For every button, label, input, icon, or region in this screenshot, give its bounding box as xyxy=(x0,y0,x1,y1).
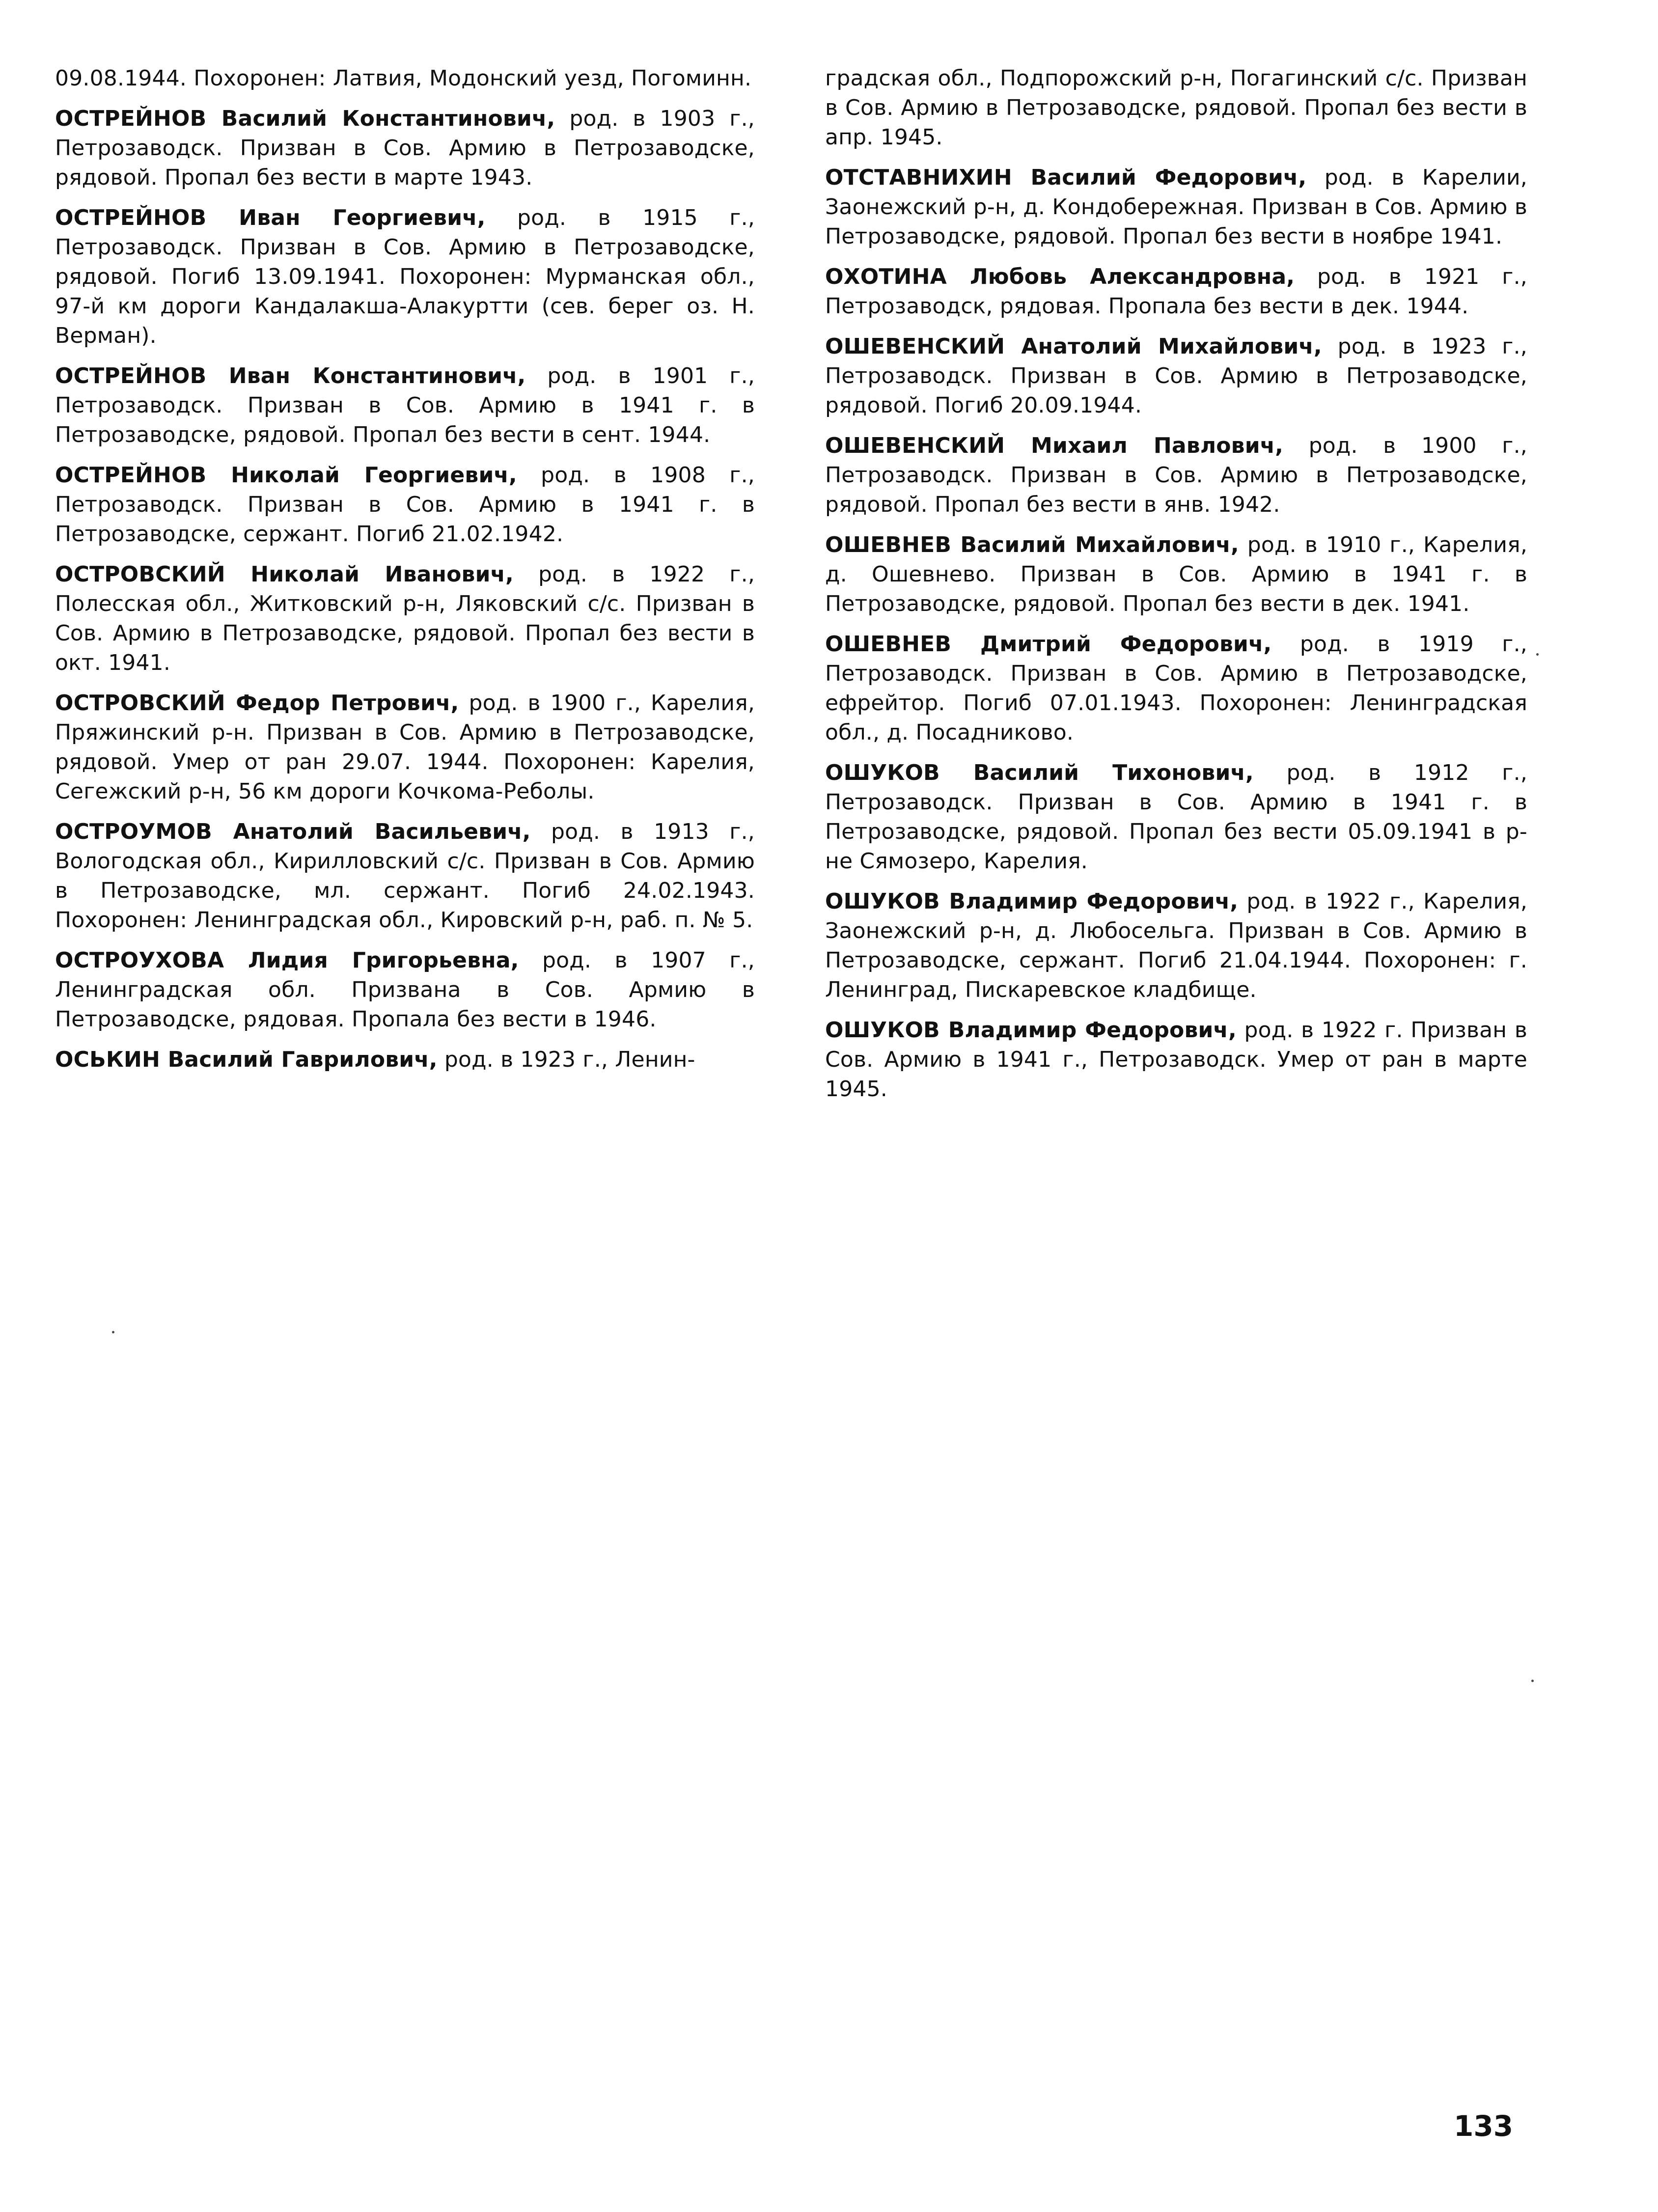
entry xyxy=(55,560,755,678)
right-column xyxy=(825,64,1527,1115)
entry-name: ОСТРОУМОВ Анатолий Васильевич, xyxy=(55,819,531,844)
entry-text: род. в 1922 г., Полесская обл., Житковский р-н, Ляковский с/с. Призван в Сов. Армию в Петрозаводске, рядовой. Пропал без вести в окт. 1941. xyxy=(55,562,755,675)
entry xyxy=(55,689,755,806)
print-speck xyxy=(1531,1680,1534,1682)
entry-name: ОШЕВНЕВ Василий Михайлович, xyxy=(825,532,1239,557)
entry-name: ОСТРОВСКИЙ Федор Петрович, xyxy=(55,691,459,716)
entry xyxy=(825,630,1527,747)
entry-name: ОСТРЕЙНОВ Иван Константинович, xyxy=(55,363,526,388)
entry-name: ОСТРЕЙНОВ Василий Константинович, xyxy=(55,106,555,131)
entry-name: ОШУКОВ Василий Тихонович, xyxy=(825,760,1254,785)
entry xyxy=(55,203,755,351)
entry xyxy=(825,163,1527,251)
entry-text: род. в 1922 г., Карелия, Заонежский р-н, д. Любосельга. Призван в Сов. Армию в Петрозаводске, сержант. Погиб 21.04.1944. Похоронен: г. Ленинград, Пискаревское кладбище. xyxy=(825,889,1527,1002)
entry xyxy=(825,332,1527,420)
entry xyxy=(825,887,1527,1005)
entry-name: ОСТРЕЙНОВ Николай Георгиевич, xyxy=(55,463,517,488)
entry xyxy=(825,530,1527,619)
entry xyxy=(825,431,1527,520)
entry xyxy=(825,1016,1527,1104)
entry-text: род. в Карелии, Заонежский р-н, д. Кондобережная. Призван в Сов. Армию в Петрозаводске, рядовой. Пропал без вести в ноябре 1941. xyxy=(825,165,1527,249)
entry xyxy=(55,64,755,93)
entry-text: род. в 1915 г., Петрозаводск. Призван в Сов. Армию в Петрозаводске, рядовой. Погиб 13.09.1941. Похоронен: Мурманская обл., 97-й км дороги Кандалакша-Алакуртти (сев. берег оз. Н. Верман). xyxy=(55,205,755,348)
entry-text: род. в 1910 г., Карелия, д. Ошевнево. Призван в Сов. Армию в 1941 г. в Петрозаводске, рядовой. Пропал без вести в дек. 1941. xyxy=(825,532,1527,616)
left-column xyxy=(55,64,755,1085)
entry xyxy=(825,64,1527,152)
page-number: 133 xyxy=(1454,2109,1514,2143)
entry-name: ОШЕВНЕВ Дмитрий Федорович, xyxy=(825,632,1272,657)
entry-text: род. в 1907 г., Ленинградская обл. Призвана в Сов. Армию в Петрозаводске, рядовая. Пропала без вести в 1946. xyxy=(55,948,755,1032)
entry-name: ОСЬКИН Василий Гаврилович, xyxy=(55,1047,438,1072)
entry-text: род. в 1912 г., Петрозаводск. Призван в Сов. Армию в 1941 г. в Петрозаводске, рядовой. Пропал без вести 05.09.1941 в р-не Сямозеро, Карелия. xyxy=(825,760,1528,874)
entry-name: ОШУКОВ Владимир Федорович, xyxy=(825,889,1239,914)
entry-text: род. в 1900 г., Карелия, Пряжинский р-н. Призван в Сов. Армию в Петрозаводске, рядовой. Умер от ран 29.07. 1944. Похоронен: Карелия, Сегежский р-н, 56 км дороги Кочкома-Реболы. xyxy=(55,691,755,804)
entry xyxy=(55,817,755,935)
entry-name: ОШЕВЕНСКИЙ Анатолий Михайлович, xyxy=(825,334,1322,359)
entry-name: ОТСТАВНИХИН Василий Федорович, xyxy=(825,165,1307,190)
entry-name: ОСТРОУХОВА Лидия Григорьевна, xyxy=(55,948,519,973)
entry-name: ОСТРЕЙНОВ Иван Георгиевич, xyxy=(55,205,486,230)
entry-text: 09.08.1944. Похоронен: Латвия, Модонский уезд, Погоминн. xyxy=(55,66,752,91)
entry-text: род. в 1913 г., Вологодская обл., Кирилловский с/с. Призван в Сов. Армию в Петрозаводске, мл. сержант. Погиб 24.02.1943. Похоронен: Ленинградская обл., Кировский р-н, раб. п. № 5. xyxy=(55,819,755,933)
entry-text: род. в 1923 г., Ленин- xyxy=(437,1047,695,1072)
entry xyxy=(825,262,1527,321)
entry xyxy=(55,1045,755,1075)
entry-text: род. в 1900 г., Петрозаводск. Призван в Сов. Армию в Петрозаводске, рядовой. Пропал без вести в янв. 1942. xyxy=(825,433,1527,517)
entry xyxy=(55,461,755,549)
print-speck xyxy=(1536,653,1539,656)
entry-text: род. в 1908 г., Петрозаводск. Призван в Сов. Армию в 1941 г. в Петрозаводске, сержант. Погиб 21.02.1942. xyxy=(55,463,755,547)
entry-name: ОШЕВЕНСКИЙ Михаил Павлович, xyxy=(825,433,1284,458)
entry-text: род. в 1903 г., Петрозаводск. Призван в Сов. Армию в Петрозаводске, рядовой. Пропал без вести в марте 1943. xyxy=(55,106,755,190)
entry-text: род. в 1922 г. Призван в Сов. Армию в 1941 г., Петрозаводск. Умер от ран в марте 1945. xyxy=(825,1018,1527,1102)
entry xyxy=(825,758,1527,876)
entry-name: ОХОТИНА Любовь Александровна, xyxy=(825,264,1295,289)
entry-text: род. в 1921 г., Петрозаводск, рядовая. Пропала без вести в дек. 1944. xyxy=(825,264,1527,319)
entry-name: ОСТРОВСКИЙ Николай Иванович, xyxy=(55,562,514,587)
entry-text: род. в 1901 г., Петрозаводск. Призван в Сов. Армию в 1941 г. в Петрозаводске, рядовой. Пропал без вести в сент. 1944. xyxy=(55,363,755,447)
entry xyxy=(55,104,755,193)
entry-text: градская обл., Подпорожский р-н, Погагинский с/с. Призван в Сов. Армию в Петрозаводске, рядовой. Пропал без вести в апр. 1945. xyxy=(825,66,1527,150)
entry xyxy=(55,361,755,450)
entry-text: род. в 1923 г., Петрозаводск. Призван в Сов. Армию в Петрозаводске, рядовой. Погиб 20.09.1944. xyxy=(825,334,1527,418)
print-speck xyxy=(112,1331,114,1333)
entry-text: род. в 1919 г., Петрозаводск. Призван в Сов. Армию в Петрозаводске, ефрейтор. Погиб 07.01.1943. Похоронен: Ленинградская обл., д. Посадниково. xyxy=(825,632,1527,745)
entry xyxy=(55,946,755,1034)
entry-name: ОШУКОВ Владимир Федорович, xyxy=(825,1018,1237,1043)
